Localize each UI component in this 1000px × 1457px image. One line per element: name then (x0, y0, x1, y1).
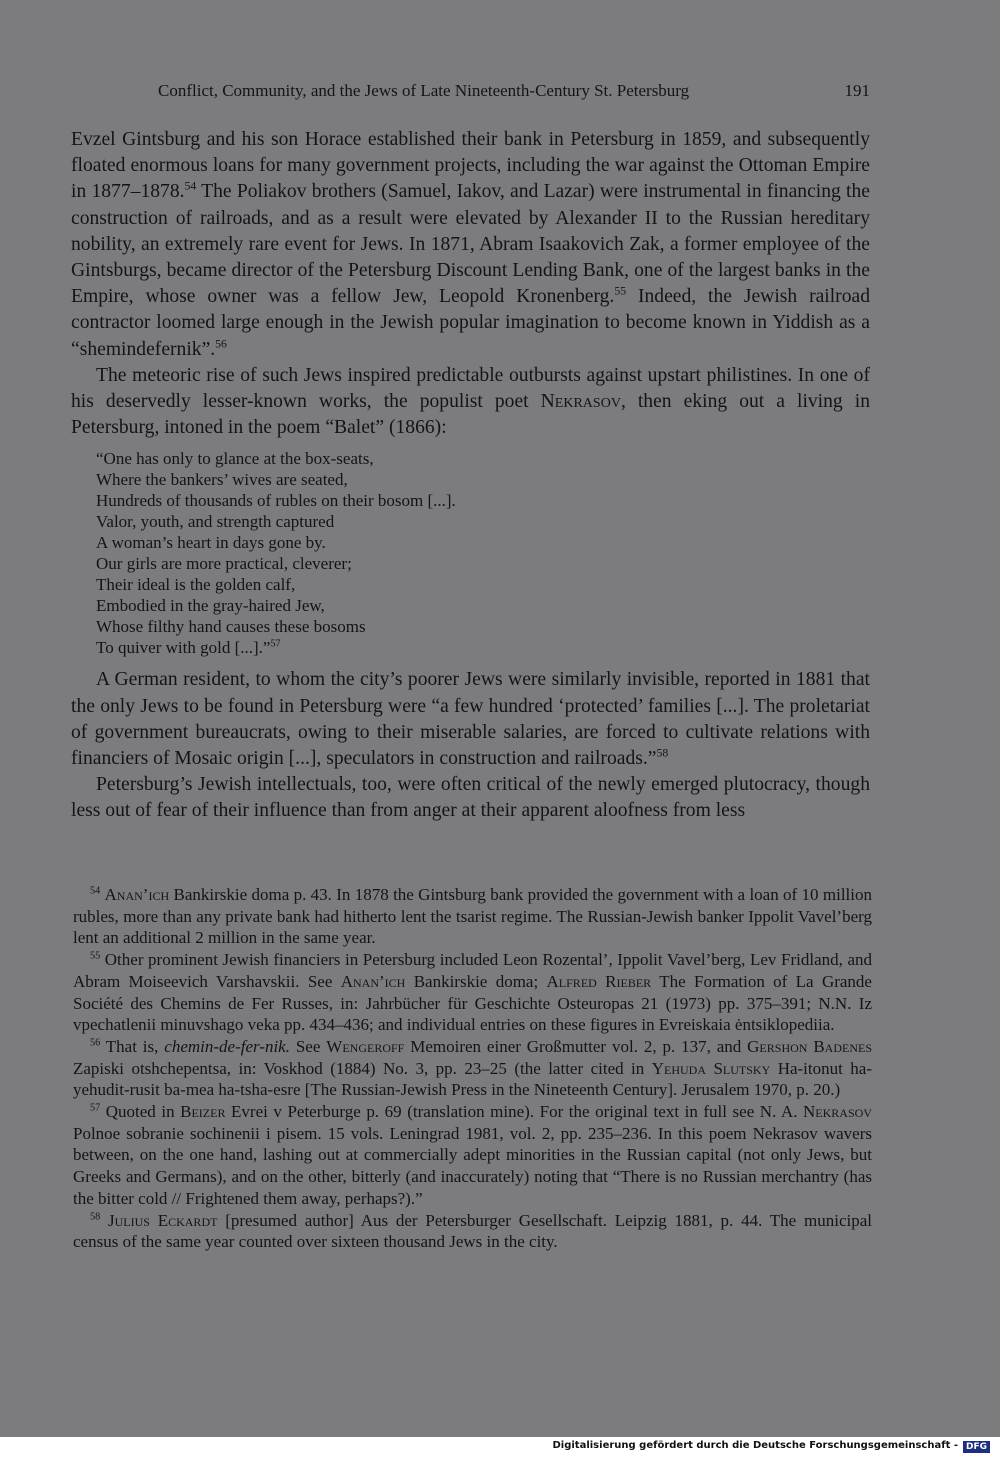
author-name: N. A. Nekrasov (759, 1102, 872, 1122)
author-name: Gershon Badenes (747, 1036, 872, 1056)
poem-line: Whose filthy hand causes these bosoms (96, 617, 366, 637)
footnote-55: $^{55}$ Other prominent Jewish financiers in Petersburg included Leon Rozental’, Ippolit Vavel’berg, Lev Fridland, and Abram Moiseevich Varshavskii. See Anan’ich Bankirskie doma; Alfred Rieber The Formation of La Grande Société des Chemins de Fer Russes, in: Jahrbücher für Geschichte Osteuropas 21 (1973) pp. 375–391; N.N. Iz vpechatlenii minuvshago veka pp. 434–436; and individual entries on these figures in Evreiskaia ėntsiklopediia. (73, 950, 872, 1035)
body-text (71, 127, 870, 825)
italic-term: chemin-de-fer-nik. (164, 1036, 290, 1056)
funding-credit: Digitalisierung gefördert durch die Deutsche Forschungsgemeinschaft - (552, 1440, 958, 1451)
footnote-58: $^{58}$ Julius Eckardt [presumed author] Aus der Petersburger Gesellschaft. Leipzig 1881, p. 44. The municipal census of the same year counted over sixteen thousand Jews in the city. (73, 1210, 872, 1252)
footnote-ref-54: 54 (184, 179, 197, 193)
poem-line: Hundreds of thousands of rubles on their bosom [...]. (96, 491, 456, 511)
author-name: Julius Eckardt (107, 1210, 218, 1230)
author-name: Anan’ich (104, 885, 170, 904)
footnote-number: 58 (90, 1210, 101, 1222)
footnote-ref-56: 56 (215, 336, 227, 350)
digitization-footer (0, 1437, 1000, 1457)
footnote-number: 56 (90, 1037, 101, 1049)
poem-line: Valor, youth, and strength captured (96, 512, 335, 532)
running-head-title: Conflict, Community, and the Jews of Late Nineteenth-Century St. Petersburg (158, 81, 690, 100)
footnote-ref-57: 57 (270, 638, 281, 650)
poem-line: Their ideal is the golden calf, (96, 575, 296, 595)
poem-line: Our girls are more practical, cleverer; (96, 554, 352, 574)
paragraph-4: Petersburg’s Jewish intellectuals, too, were often critical of the newly emerged plutocracy, though less out of fear of their influence than from anger at their apparent aloofness from less (71, 774, 870, 822)
footnote-ref-55: 55 (614, 284, 627, 298)
poem-line: To quiver with gold [...].”$^{57}$ (96, 638, 281, 658)
footnote-number: 54 (90, 885, 101, 897)
dfg-logo: DFG (963, 1441, 990, 1453)
poem-line: Embodied in the gray-haired Jew, (96, 596, 325, 616)
author-name: Alfred Rieber (546, 971, 652, 991)
paragraph-3: A German resident, to whom the city’s poorer Jews were similarly invisible, reported in 1881 that the only Jews to be found in Petersburg were “a few hundred ‘protected’ families [...]. The proletariat of government bureaucrats, owing to their miserable salaries, are forced to cultivate relations with financiers of Mosaic origin [...], speculators in construction and railroads.”$^{58}$ (71, 669, 870, 770)
footnotes (73, 884, 872, 1253)
page-number: 191 (844, 81, 870, 100)
poem-line: Where the bankers’ wives are seated, (96, 470, 348, 490)
author-name: Nekrasov (540, 391, 621, 413)
poem-line: “One has only to glance at the box-seats, (96, 449, 374, 469)
footnote-number: 55 (90, 950, 101, 962)
poem-quote (96, 448, 870, 658)
author-name: Yehuda Slutsky (651, 1058, 771, 1078)
footnote-number: 57 (90, 1102, 101, 1114)
paragraph-2: The meteoric rise of such Jews inspired predictable outbursts against upstart philistines. In one of his deservedly lesser-known works, the populist poet Nekrasov, then eking out a living in Petersburg, intoned in the poem “Balet” (1866): (71, 364, 870, 439)
paragraph-1: Evzel Gintsburg and his son Horace established their bank in Petersburg in 1859, and subsequently floated enormous loans for many government projects, including the war against the Ottoman Empire in 1877–1878.54 The Poliakov brothers (Samuel, Iakov, and Lazar) were instrumental in financing the construction of railroads, and as a result were elevated by Alexander II to the Russian hereditary nobility, an extremely rare event for Jews. In 1871, Abram Isaakovich Zak, a former employee of the Gintsburgs, became director of the Petersburg Discount Lending Bank, one of the largest banks in the Empire, whose owner was a fellow Jew, Leopold Kronenberg.$^{55}$ Indeed, the Jewish railroad contractor loomed large enough in the Jewish popular imagination to become known in Yiddish as a “shemindefernik”.$^{56}$ (71, 129, 870, 360)
author-name: Wengeroff (326, 1036, 405, 1056)
author-name: Beizer (180, 1102, 226, 1122)
footnote-54: $^{54}$ Anan’ich Bankirskie doma p. 43. In 1878 the Gintsburg bank provided the government with a loan of 10 million rubles, more than any private bank had hitherto lent the tsarist regime. The Russian-Jewish banker Ippolit Vavel’berg lent an additional 2 million in the same year. (73, 885, 872, 948)
author-name: Anan’ich (340, 971, 406, 991)
footnote-56: $^{56}$ That is, chemin-de-fer-nik. See Wengeroff Memoiren einer Großmutter vol. 2, p. 137, and Gershon Badenes Zapiski otshchepentsa, in: Voskhod (1884) No. 3, pp. 23–25 (the latter cited in Yehuda Slutsky Ha-itonut ha-yehudit-rusit ba-mea ha-tsha-esre [The Russian-Jewish Press in the Nineteenth Century]. Jerusalem 1970, p. 20.) (73, 1036, 873, 1100)
poem-line: A woman’s heart in days gone by. (96, 533, 326, 553)
footnote-ref-58: 58 (656, 746, 669, 760)
footnote-57: $^{57}$ Quoted in Beizer Evrei v Peterburge p. 69 (translation mine). For the original text in full see N. A. Nekrasov Polnoe sobranie sochinenii i pisem. 15 vols. Leningrad 1981, vol. 2, pp. 235–236. In this poem Nekrasov wavers between, on the one hand, lashing out at commercially adept minorities in the Russian capital (not only Jews, but Greeks and Germans), and on the other, bitterly (and inaccurately) noting that “There is no Russian merchantry (has the bitter cold // Frightened them away, perhaps?).” (73, 1102, 872, 1208)
